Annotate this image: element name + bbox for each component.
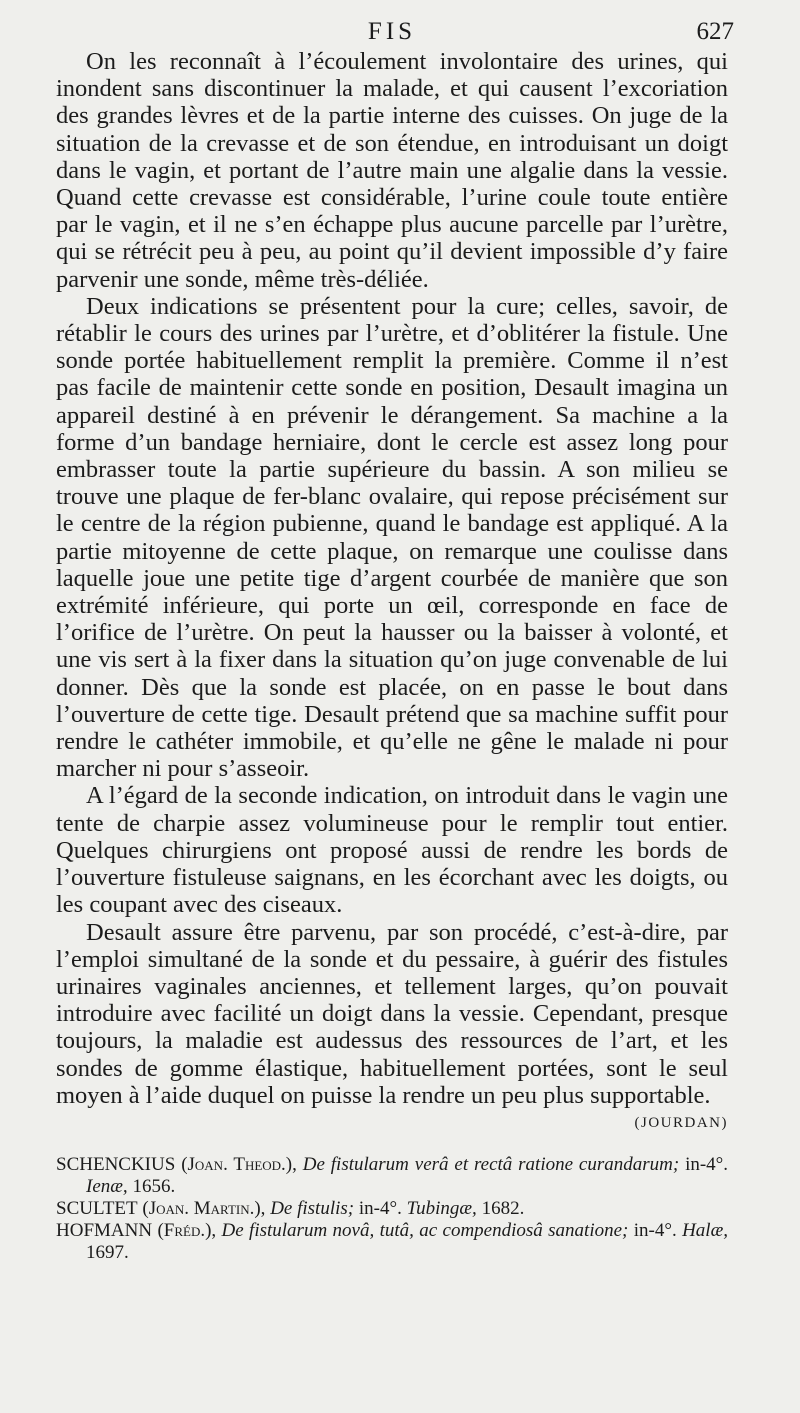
bib-place: Tubingæ,	[406, 1197, 477, 1219]
page-number: 627	[696, 18, 734, 45]
bib-year: 1656.	[132, 1175, 176, 1197]
paragraph: On les reconnaît à l’écoulement involontaire des urines, qui inondent sans discontinuer la malade, et qui causent l’excoriation des grandes lèvres et de la partie interne des cuisses. On juge de la situation de la crevasse et de son étendue, en introduisant un doigt dans le vagin, et portant de l’autre main une algalie dans la vessie. Quand cette crevasse est considérable, l’urine coule toute entière par le vagin, et il ne s’en échappe plus aucune parcelle par l’urètre, qui se rétrécit peu à peu, au point qu’il devient impossible d’y faire parvenir une sonde, même très-déliée.	[56, 48, 728, 293]
bib-author-names: (Joan. Martin.),	[142, 1197, 266, 1219]
running-head	[56, 14, 734, 48]
bib-place: Ienæ,	[86, 1175, 128, 1197]
bibliography	[56, 1154, 728, 1264]
bib-year: 1697.	[86, 1241, 129, 1263]
bib-format: in-4°.	[358, 1197, 402, 1219]
bib-author: SCHENCKIUS	[56, 1153, 176, 1175]
bibliography-entry	[56, 1220, 728, 1264]
bib-title: De fistulis;	[270, 1197, 355, 1219]
body-text	[56, 48, 728, 1131]
bibliography-entry	[56, 1198, 728, 1220]
bib-author: SCULTET	[56, 1197, 138, 1219]
paragraph: Desault assure être parvenu, par son procédé, c’est-à-dire, par l’emploi simultané de la sonde et du pessaire, à guérir des fistules urinaires vaginales anciennes, et tellement larges, qu’on pouvait introduire avec facilité un doigt dans la vessie. Cependant, presque toujours, la maladie est audessus des ressources de l’art, et les sondes de gomme élastique, habituellement portées, sont le seul moyen à l’aide duquel on puisse la rendre un peu plus supportable.	[56, 918, 728, 1109]
bib-author-names: (Joan. Theod.),	[181, 1153, 297, 1175]
bib-author: HOFMANN	[56, 1219, 153, 1241]
bib-format: in-4°.	[685, 1153, 729, 1175]
author-signature: (JOURDAN)	[634, 1114, 728, 1131]
bib-author-names: (Fréd.),	[157, 1219, 217, 1241]
paragraph: A l’égard de la seconde indication, on introduit dans le vagin une tente de charpie assez volumineuse pour le remplir tout entier. Quelques chirurgiens ont proposé aussi de rendre les bords de l’ouverture fistuleuse saignans, en les écorchant avec les doigts, ou les coupant avec des ciseaux.	[56, 782, 728, 919]
page-header-title: FIS	[367, 18, 417, 45]
bib-format: in-4°.	[633, 1219, 677, 1241]
bib-year: 1682.	[481, 1197, 525, 1219]
bib-title: De fistularum novâ, tutâ, ac compendiosâ sanatione;	[221, 1219, 629, 1241]
bibliography-entry	[56, 1154, 728, 1198]
bib-place: Halæ,	[682, 1219, 728, 1241]
bib-title: De fistularum verâ et rectâ ratione curandarum;	[302, 1153, 680, 1175]
paragraph: Deux indications se présentent pour la cure; celles, savoir, de rétablir le cours des urines par l’urètre, et d’oblitérer la fistule. Une sonde portée habituellement remplit la première. Comme il n’est pas facile de maintenir cette sonde en position, Desault imagina un appareil destiné à en prévenir le dérangement. Sa machine a la forme d’un bandage herniaire, dont le cercle est assez long pour embrasser toute la partie supérieure du bassin. A son milieu se trouve une plaque de fer-blanc ovalaire, qui repose précisément sur le centre de la région pubienne, quand le bandage est appliqué. A la partie mitoyenne de cette plaque, on remarque une coulisse dans laquelle joue une petite tige d’argent courbée de manière que son extrémité inférieure, qui porte un œil, corresponde en face de l’orifice de l’urètre. On peut la hausser ou la baisser à volonté, et une vis sert à la fixer dans la situation qu’on juge convenable de lui donner. Dès que la sonde est placée, on en passe le bout dans l’ouverture de cette tige. Desault prétend que sa machine suffit pour rendre le cathéter immobile, et qu’elle ne gêne le malade ni pour marcher ni pour s’asseoir.	[56, 292, 728, 783]
